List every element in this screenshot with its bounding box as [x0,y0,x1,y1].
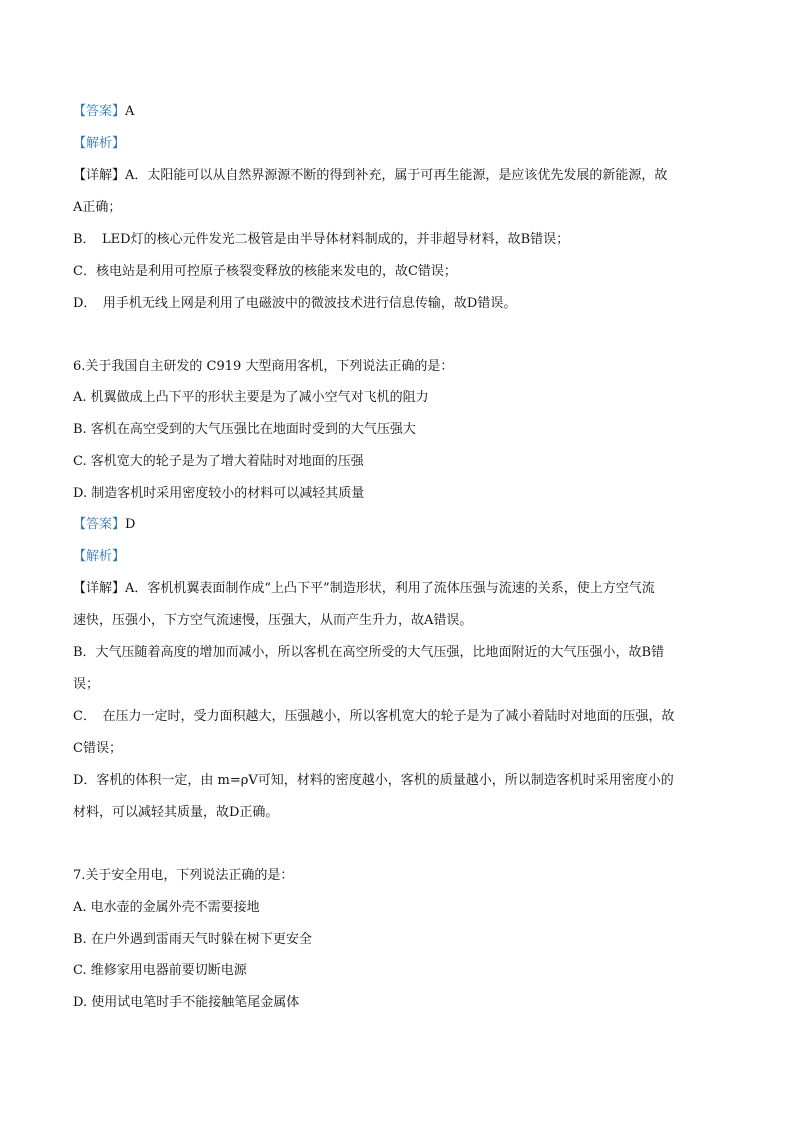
q7-option-a: A. 电水壶的金属外壳不需要接地 [73,900,260,915]
detail-tag: 【详解】 [73,168,126,183]
q6-option-b: B. 客机在高空受到的大气压强比在地面时受到的大气压强大 [73,422,416,437]
q6-answer [73,515,733,535]
answer-tag: 【答案】 [73,104,126,119]
q6-detail-d-line1: D．客机的体积一定，由 m=ρV可知，材料的密度越小，客机的质量越小，所以制造客机时采用密度小的 [73,773,674,788]
q6-detail-c-line1: C． 在压力一定时，受力面积越大，压强越小，所以客机宽大的轮子是为了减小着陆时对地面的压强，故 [73,709,675,724]
answer-tag: 【答案】 [73,517,126,532]
q5-detail-b: B． LED灯的核心元件发光二极管是由半导体材料制成的，并非超导材料，故B错误； [73,232,570,247]
q6-question: 6.关于我国自主研发的 C919 大型商用客机，下列说法正确的是： [73,359,454,374]
q5-analysis [73,134,733,154]
q6-analysis [73,547,733,567]
q5-detail-d: D． 用手机无线上网是利用了电磁波中的微波技术进行信息传输，故D错误。 [73,296,517,311]
q6-option-d: D. 制造客机时采用密度较小的材料可以减轻其质量 [73,486,365,501]
q6-option-c: C. 客机宽大的轮子是为了增大着陆时对地面的压强 [73,454,364,469]
analysis-tag: 【解析】 [73,549,126,564]
q5-detail-a-line2: A正确； [73,200,122,215]
detail-tag: 【详解】 [73,581,126,596]
q5-detail-a-line1 [73,166,733,186]
q6-detail-b-line2: 误； [73,677,100,692]
q6-detail-a-line2: 速快，压强小，下方空气流速慢，压强大，从而产生升力，故A错误。 [73,613,473,628]
detail-text: A．太阳能可以从自然界源源不断的得到补充，属于可再生能源，是应该优先发展的新能源，故 [125,168,668,183]
analysis-tag: 【解析】 [73,136,126,151]
q6-detail-c-line2: C错误； [73,741,122,756]
detail-text: A．客机机翼表面制作成“上凸下平”制造形状，利用了流体压强与流速的关系，使上方空气流 [125,581,655,596]
answer-value: A [125,104,135,119]
q5-answer [73,102,733,122]
q6-detail-b-line1: B．大气压随着高度的增加而减小，所以客机在高空所受的大气压强，比地面附近的大气压强小，故B错 [73,645,665,660]
answer-value: D [125,517,136,532]
q6-option-a: A. 机翼做成上凸下平的形状主要是为了减小空气对飞机的阻力 [73,390,429,405]
q7-option-b: B. 在户外遇到雷雨天气时躲在树下更安全 [73,932,312,947]
q7-question: 7.关于安全用电，下列说法正确的是： [73,868,294,883]
q7-option-c: C. 维修家用电器前要切断电源 [73,963,247,978]
q6-detail-d-line2: 材料，可以减轻其质量，故D正确。 [73,805,279,820]
q5-detail-c: C．核电站是利用可控原子核裂变释放的核能来发电的，故C错误； [73,264,457,279]
q6-detail-a-line1 [73,579,733,599]
q7-option-d: D. 使用试电笔时手不能接触笔尾金属体 [73,995,300,1010]
